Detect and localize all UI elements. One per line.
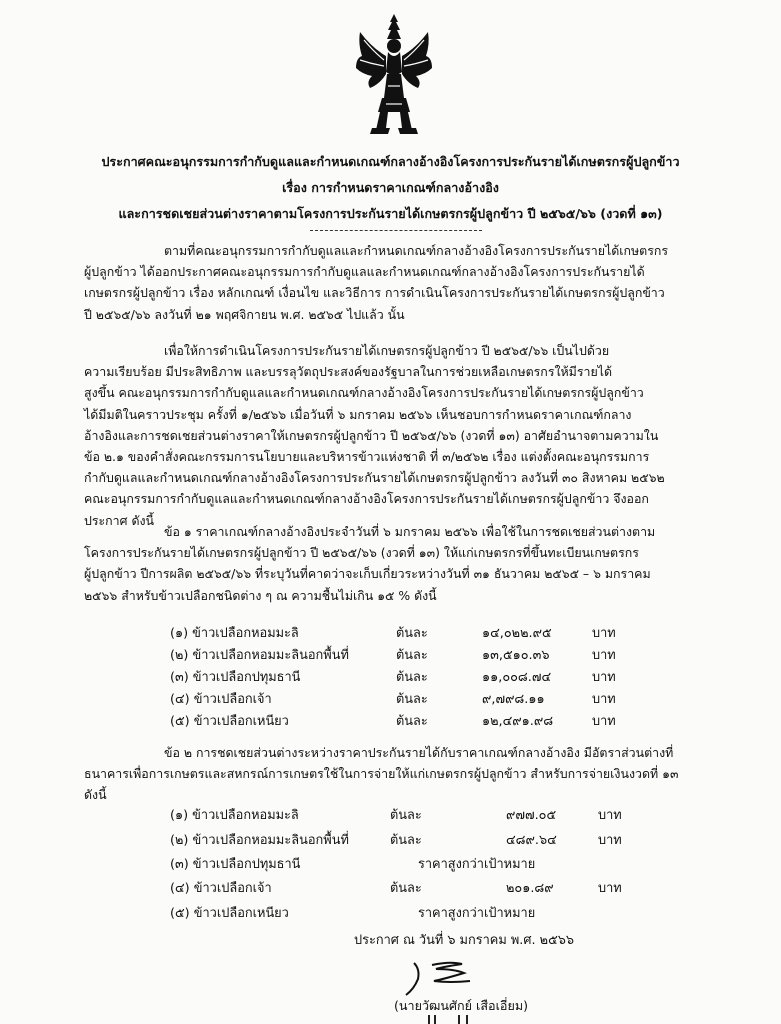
unit-label: ต้นละ [390, 808, 422, 823]
unit-label: ต้นละ [390, 833, 422, 848]
unit-label: ต้นละ [396, 714, 428, 729]
rice-item: (๓) ข้าวเปลือกปทุมธานี [170, 670, 301, 685]
paragraph-line: ข้อ ๒ การชดเชยส่วนต่างระหว่างราคาประกันรายได้กับราคาเกณฑ์กลางอ้างอิง มีอัตราส่วนต่างที่ [164, 745, 674, 760]
paragraph-line: ข้อ ๒.๑ ของคำสั่งคณะกรรมการนโยบายและบริหารข้าวแห่งชาติ ที่ ๓/๒๕๖๒ เรื่อง แต่งตั้งคณะอนุกรรมการ [84, 449, 650, 465]
unit-label: ต้นละ [390, 881, 422, 896]
paragraph-line: อ้างอิงและการชดเชยส่วนต่างราคาให้เกษตรกรผู้ปลูกข้าว ปี ๒๕๖๕/๖๖ (งวดที่ ๑๓) อาศัยอำนาจตามความใน [84, 427, 659, 443]
currency-label: บาท [598, 833, 622, 848]
price-value: ๑๔,๐๒๒.๙๕ [482, 626, 552, 641]
currency-label: บาท [598, 808, 622, 823]
unit-label: ต้นละ [396, 648, 428, 663]
paragraph-line: เกษตรกรผู้ปลูกข้าว เรื่อง หลักเกณฑ์ เงื่อนไข และวิธีการ การดำเนินโครงการประกันรายได้เกษตรกรผู้ปลูกข้าว [84, 285, 665, 301]
announcement-title: ประกาศคณะอนุกรรมการกำกับดูแลและกำหนดเกณฑ์กลางอ้างอิงโครงการประกันรายได้เกษตรกรผู้ปลูกข้าว [101, 154, 680, 169]
clause-2 [84, 742, 714, 806]
rice-item: (๒) ข้าวเปลือกหอมมะลินอกพื้นที่ [170, 648, 349, 663]
unit-label: ต้นละ [396, 670, 428, 685]
unit-label: ต้นละ [396, 626, 428, 641]
rice-item: (๔) ข้าวเปลือกเจ้า [170, 692, 272, 707]
garuda-emblem [352, 12, 436, 142]
price-value: ๙,๗๙๘.๑๑ [482, 692, 545, 707]
currency-label: บาท [598, 881, 622, 896]
unit-label: ต้นละ [396, 692, 428, 707]
paragraph-line: ตามที่คณะอนุกรรมการกำกับดูแลและกำหนดเกณฑ์กลางอ้างอิงโครงการประกันรายได้เกษตรกร [164, 243, 669, 258]
currency-label: บาท [592, 714, 616, 729]
paragraph-line: ๒๕๖๖ สำหรับข้าวเปลือกชนิดต่าง ๆ ณ ความชื้นไม่เกิน ๑๕ % ดังนี้ [84, 587, 437, 603]
rice-item: (๑) ข้าวเปลือกหอมมะลิ [170, 626, 299, 641]
paragraph-line: สูงขึ้น คณะอนุกรรมการกำกับดูแลและกำหนดเกณฑ์กลางอ้างอิงโครงการประกันรายได้เกษตรกรผู้ปลูกข้าว [84, 385, 644, 401]
paragraph-line: ผู้ปลูกข้าว ปีการผลิต ๒๕๖๕/๖๖ ที่ระบุวันที่คาดว่าจะเก็บเกี่ยวระหว่างวันที่ ๓๑ ธันวาคม ๒๕๖๕ – ๖ มกราคม [84, 566, 651, 582]
price-value: ๑๒,๔๙๑.๙๘ [482, 714, 554, 729]
paragraph-line: เพื่อให้การดำเนินโครงการประกันรายได้เกษตรกรผู้ปลูกข้าว ปี ๒๕๖๕/๖๖ เป็นไปด้วย [164, 343, 610, 358]
paragraph-line: ความเรียบร้อย มีประสิทธิภาพ และบรรลุวัตถุประสงค์ของรัฐบาลในการช่วยเหลือเกษตรกรให้มีรายได้ [84, 364, 613, 380]
currency-label: บาท [592, 692, 616, 707]
price-value: ๑๑,๐๐๘.๗๔ [482, 670, 552, 685]
rice-item: (๑) ข้าวเปลือกหอมมะลิ [170, 808, 299, 823]
paragraph-1 [84, 240, 714, 325]
clause-1 [84, 521, 714, 606]
paragraph-line: ธนาคารเพื่อการเกษตรและสหกรณ์การเกษตรใช้ในการจ่ายให้แก่เกษตรกรผู้ปลูกข้าว สำหรับการจ่ายเงินงวดที่ ๑๓ [84, 766, 679, 782]
compensation-value: ๔๘๙.๖๔ [506, 833, 557, 848]
compensation-value: ๙๗๗.๐๕ [506, 808, 557, 823]
compensation-note: ราคาสูงกว่าเป้าหมาย [418, 906, 536, 921]
rice-item: (๔) ข้าวเปลือกเจ้า [170, 881, 272, 896]
rice-item: (๒) ข้าวเปลือกหอมมะลินอกพื้นที่ [170, 833, 349, 848]
currency-label: บาท [592, 648, 616, 663]
paragraph-line: ประกาศ ดังนี้ [84, 512, 155, 528]
paragraph-line: ผู้ปลูกข้าว ได้ออกประกาศคณะอนุกรรมการกำกับดูแลและกำหนดเกณฑ์กลางอ้างอิงโครงการประกันรายได้ [84, 264, 645, 280]
announcement-subject-continued: และการชดเชยส่วนต่างราคาตามโครงการประกันรายได้เกษตรกรผู้ปลูกข้าว ปี ๒๕๖๕/๖๖ (งวดที่ ๑๓) [118, 206, 663, 221]
announcement-date: ประกาศ ณ วันที่ ๖ มกราคม พ.ศ. ๒๕๖๖ [354, 933, 574, 948]
price-value: ๑๓,๕๑๐.๓๖ [482, 648, 550, 663]
announcement-subject: เรื่อง การกำหนดราคาเกณฑ์กลางอ้างอิง [282, 180, 499, 195]
paragraph-line: โครงการประกันรายได้เกษตรกรผู้ปลูกข้าว ปี ๒๕๖๕/๖๖ (งวดที่ ๑๓) ให้แก่เกษตรกรที่ขึ้นทะเบียนเกษตรกร [84, 545, 639, 561]
title-divider [310, 230, 482, 231]
paragraph-line: กำกับดูแลและกำหนดเกณฑ์กลางอ้างอิงโครงการประกันรายได้เกษตรกรผู้ปลูกข้าว ลงวันที่ ๓๐ สิงหาคม ๒๕๖๒ [84, 470, 665, 486]
rice-item: (๕) ข้าวเปลือกเหนียว [170, 714, 289, 729]
paragraph-line: ดังนี้ [84, 787, 107, 803]
cutoff-marks [428, 1015, 478, 1024]
paragraph-2 [84, 340, 714, 531]
paragraph-line: ข้อ ๑ ราคาเกณฑ์กลางอ้างอิงประจำวันที่ ๖ มกราคม ๒๕๖๖ เพื่อใช้ในการชดเชยส่วนต่างตาม [164, 524, 656, 539]
currency-label: บาท [592, 626, 616, 641]
signatory-name: (นายวัฒนศักย์ เสือเอี่ยม) [394, 998, 529, 1013]
compensation-note: ราคาสูงกว่าเป้าหมาย [418, 857, 536, 872]
rice-item: (๓) ข้าวเปลือกปทุมธานี [170, 857, 301, 872]
paragraph-line: ได้มีมติในคราวประชุม ครั้งที่ ๑/๒๕๖๖ เมื่อวันที่ ๖ มกราคม ๒๕๖๖ เห็นชอบการกำหนดราคาเกณฑ์กลาง [84, 406, 632, 422]
rice-item: (๕) ข้าวเปลือกเหนียว [170, 906, 289, 921]
paragraph-line: ปี ๒๕๖๕/๖๖ ลงวันที่ ๒๑ พฤศจิกายน พ.ศ. ๒๕๖๕ ไปแล้ว นั้น [84, 306, 405, 322]
compensation-value: ๒๐๑.๘๙ [506, 881, 554, 896]
paragraph-line: คณะอนุกรรมการกำกับดูแลและกำหนดเกณฑ์กลางอ้างอิงโครงการประกันรายได้เกษตรกรผู้ปลูกข้าว จึงออก [84, 491, 649, 507]
currency-label: บาท [592, 670, 616, 685]
